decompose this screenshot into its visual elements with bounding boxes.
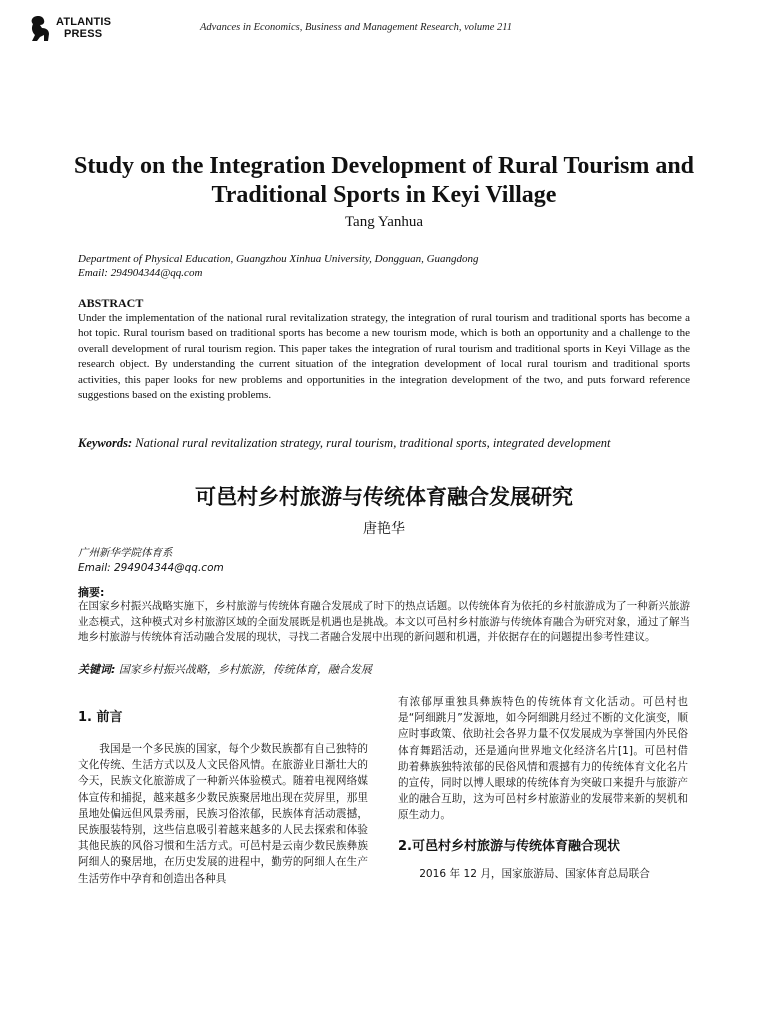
email: Email: 294904344@qq.com (78, 267, 203, 279)
abstract-text: Under the implementation of the national rural revitalization strategy, the integration of rural tourism and traditional sports has become a hot topic. Rural tourism based on traditional sports has become a new tourism mode, which is both an opportunity and a challenge to the overall development of rural tourism region. This paper takes the integration of rural tourism and traditional sports in Keyi Village as the research object. By understanding the current situation of the integration development of local rural tourism and traditional sports activities, this paper looks for new problems and opportunities in the integration development of the two, and puts forward reference suggestions based on the existing problems. (78, 312, 690, 402)
section1-heading: 1. 前言 (78, 710, 123, 725)
keywords (78, 436, 698, 451)
keywords-text: National rural revitalization strategy, rural tourism, traditional sports, integrated development (132, 436, 611, 450)
keywords-label: Keywords: (78, 436, 133, 450)
logo-text-line1: ATLANTIS (56, 16, 112, 28)
cn-author: 唐艳华 (363, 521, 405, 537)
cn-keywords-text: 国家乡村振兴战略，乡村旅游，传统体育，融合发展 (115, 663, 372, 676)
cn-abstract-text: 在国家乡村振兴战略实施下，乡村旅游与传统体育融合发展成了时下的热点话题。以传统体育为依托的乡村旅游成为了一种新兴旅游业态模式，这种模式对乡村旅游区域的全面发展既是机遇也是挑战。本文以可邑村乡村旅游与传统体育融合为研究对象，通过了解当地乡村旅游与传统体育活动融合发展的现状，寻找二者融合发展中出现的新问题和机遇，并依据存在的问题提出参考性建议。 (78, 600, 690, 643)
publisher-logo (28, 14, 128, 44)
right-column-paragraph: 有浓郁厚重独具彝族特色的传统体育文化活动。可邑村也是“阿细跳月”发源地，如今阿细跳月经过不断的文化演变，顺应时事政策、依助社会各界力量不仅发展成为享誉国内外民俗体育舞蹈活动，还是通向世界地文化经济名片[1]。可邑村借助着彝族独特浓郁的民俗风情和震撼有力的传统体育文化名片的宣传，同时以博人眼球的传统体育为突破口来提升与旅游产业的融合互助，这为可邑村乡村旅游业的发展带来新的契机和原生动力。 (398, 696, 688, 822)
left-column (78, 709, 368, 887)
cn-affiliation: 广州新华学院体育系 (78, 547, 173, 559)
affiliation-block (78, 252, 698, 280)
section2-heading: 2.可邑村乡村旅游与传统体育融合现状 (398, 838, 620, 854)
cn-title: 可邑村乡村旅游与传统体育融合发展研究 (195, 485, 573, 509)
paper-title: Study on the Integration Development of Rural Tourism and Traditional Sports in Keyi Village (73, 153, 695, 208)
cn-keywords-label: 关键词: (78, 663, 116, 676)
journal-header: Advances in Economics, Business and Management Research, volume 211 (200, 22, 513, 33)
right-column (398, 694, 688, 882)
section2-paragraph: 2016 年 12 月，国家旅游局、国家体育总局联合 (419, 867, 650, 880)
abstract-heading: ABSTRACT (78, 296, 144, 310)
paper-author: Tang Yanhua (344, 214, 424, 230)
cn-email: Email: 294904344@qq.com (78, 562, 224, 574)
logo-text-line2: PRESS (64, 28, 103, 40)
cn-affiliation-block (78, 546, 578, 576)
cn-keywords (78, 661, 690, 677)
atlantis-figure-logo-icon (28, 14, 54, 44)
affiliation: Department of Physical Education, Guangzhou Xinhua University, Dongguan, Guangdong (78, 253, 479, 265)
cn-abstract-heading: 摘要: (78, 586, 105, 599)
section1-paragraph: 我国是一个多民族的国家，每个少数民族都有自己独特的文化传统、生活方式以及人文民俗风情。在旅游业日渐壮大的今天，民族文化旅游成了一种新兴体验模式。随着电视网络媒体宣传和捕捉，越来越多少数民族聚居地出现在荧屏里，那里虽地处偏远但风景秀丽，民族习俗浓郁，民族体育活动震撼，民族服装特别，这些信息吸引着越来越多的人民去探索和体验其他民族的风俗习惯和生活方式。可邑村是云南少数民族彝族阿细人的聚居地，在历史发展的进程中，勤劳的阿细人在生产生活劳作中孕育和创造出各种具 (78, 743, 368, 885)
